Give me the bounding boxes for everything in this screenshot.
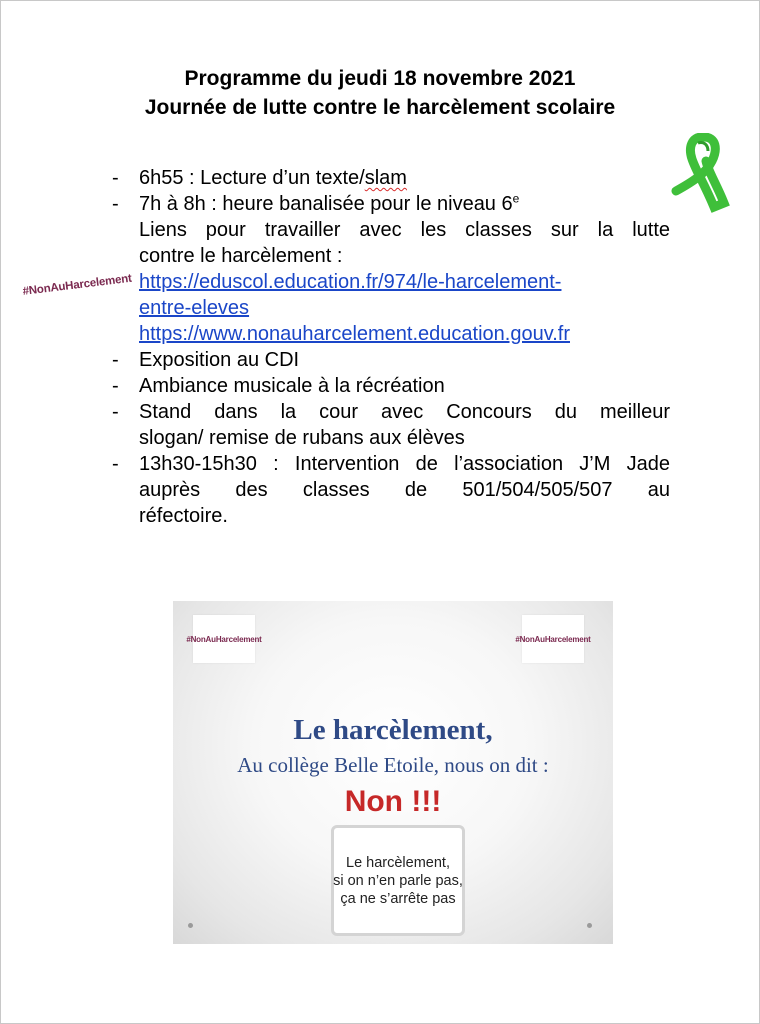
poster-image <box>173 601 613 944</box>
poster-subtitle: Au collège Belle Etoile, nous on dit : <box>237 753 549 777</box>
poster-hashtag-right: #NonAuHarcelement <box>522 615 584 663</box>
poster-quote-card <box>331 825 465 936</box>
item-line-3: réfectoire. <box>139 505 228 527</box>
quote-line-1: Le harcèlement, <box>346 854 450 871</box>
item-line-2: slogan/ remise de rubans aux élèves <box>139 427 465 449</box>
eduscol-link-line-1[interactable]: https://eduscol.education.fr/974/le-harcelement- <box>139 271 562 293</box>
poster-hashtag-left: #NonAuHarcelement <box>193 615 255 663</box>
green-awareness-ribbon-icon <box>668 133 734 213</box>
list-item: - Exposition au CDI <box>112 349 300 371</box>
side-hashtag: #NonAuHarcelement <box>22 272 133 298</box>
pin-icon <box>587 923 592 928</box>
spellcheck-word: slam <box>364 167 407 189</box>
pin-icon <box>188 923 193 928</box>
quote-line-3: ça ne s’arrête pas <box>340 890 456 907</box>
item-text: 6h55 : Lecture d’un texte/ <box>139 167 365 189</box>
item-line-1: Stand dans la cour avec Concours du meilleur <box>139 401 670 423</box>
superscript: e <box>512 191 520 206</box>
title-line-2: Journée de lutte contre le harcèlement scolaire <box>144 96 616 119</box>
list-item: - 6h55 : Lecture d’un texte/slam <box>112 167 407 189</box>
links-intro-line-2: contre le harcèlement : <box>139 245 343 267</box>
list-item: - 13h30-15h30 : Intervention de l’association J’M Jade auprès des classes de 501/504/505/507 au réfectoire. <box>112 453 670 527</box>
eduscol-link-line-2[interactable]: entre-eleves <box>139 297 250 319</box>
page-title <box>40 64 720 122</box>
nonauharcelement-link[interactable]: https://www.nonauharcelement.education.gouv.fr <box>139 323 570 345</box>
poster-title: Le harcèlement, <box>293 714 493 746</box>
title-line-1: Programme du jeudi 18 novembre 2021 <box>184 67 576 90</box>
list-item: - Stand dans la cour avec Concours du meilleur slogan/ remise de rubans aux élèves <box>112 401 670 449</box>
item-line-1: 13h30-15h30 : Intervention de l’association J’M Jade <box>139 453 670 475</box>
item-text: Exposition au CDI <box>139 349 300 371</box>
list-item: - 7h à 8h : heure banalisée pour le niveau 6e Liens pour travailler avec les classes sur la lutte contre le harcèlement : https://eduscol.education.fr/974/le-harcelement- entre-eleves https://www.nonauharcelement.education.gouv.fr <box>112 191 670 345</box>
list-item: - Ambiance musicale à la récréation <box>112 375 445 397</box>
quote-line-2: si on n’en parle pas, <box>333 872 463 889</box>
links-intro-line-1: Liens pour travailler avec les classes sur la lutte <box>139 219 670 241</box>
program-list <box>112 165 670 529</box>
item-line-2: auprès des classes de 501/504/505/507 au <box>139 479 670 501</box>
item-text: Ambiance musicale à la récréation <box>139 375 445 397</box>
item-heading: 7h à 8h : heure banalisée pour le niveau 6 <box>139 193 513 215</box>
poster-non: Non !!! <box>344 785 442 818</box>
